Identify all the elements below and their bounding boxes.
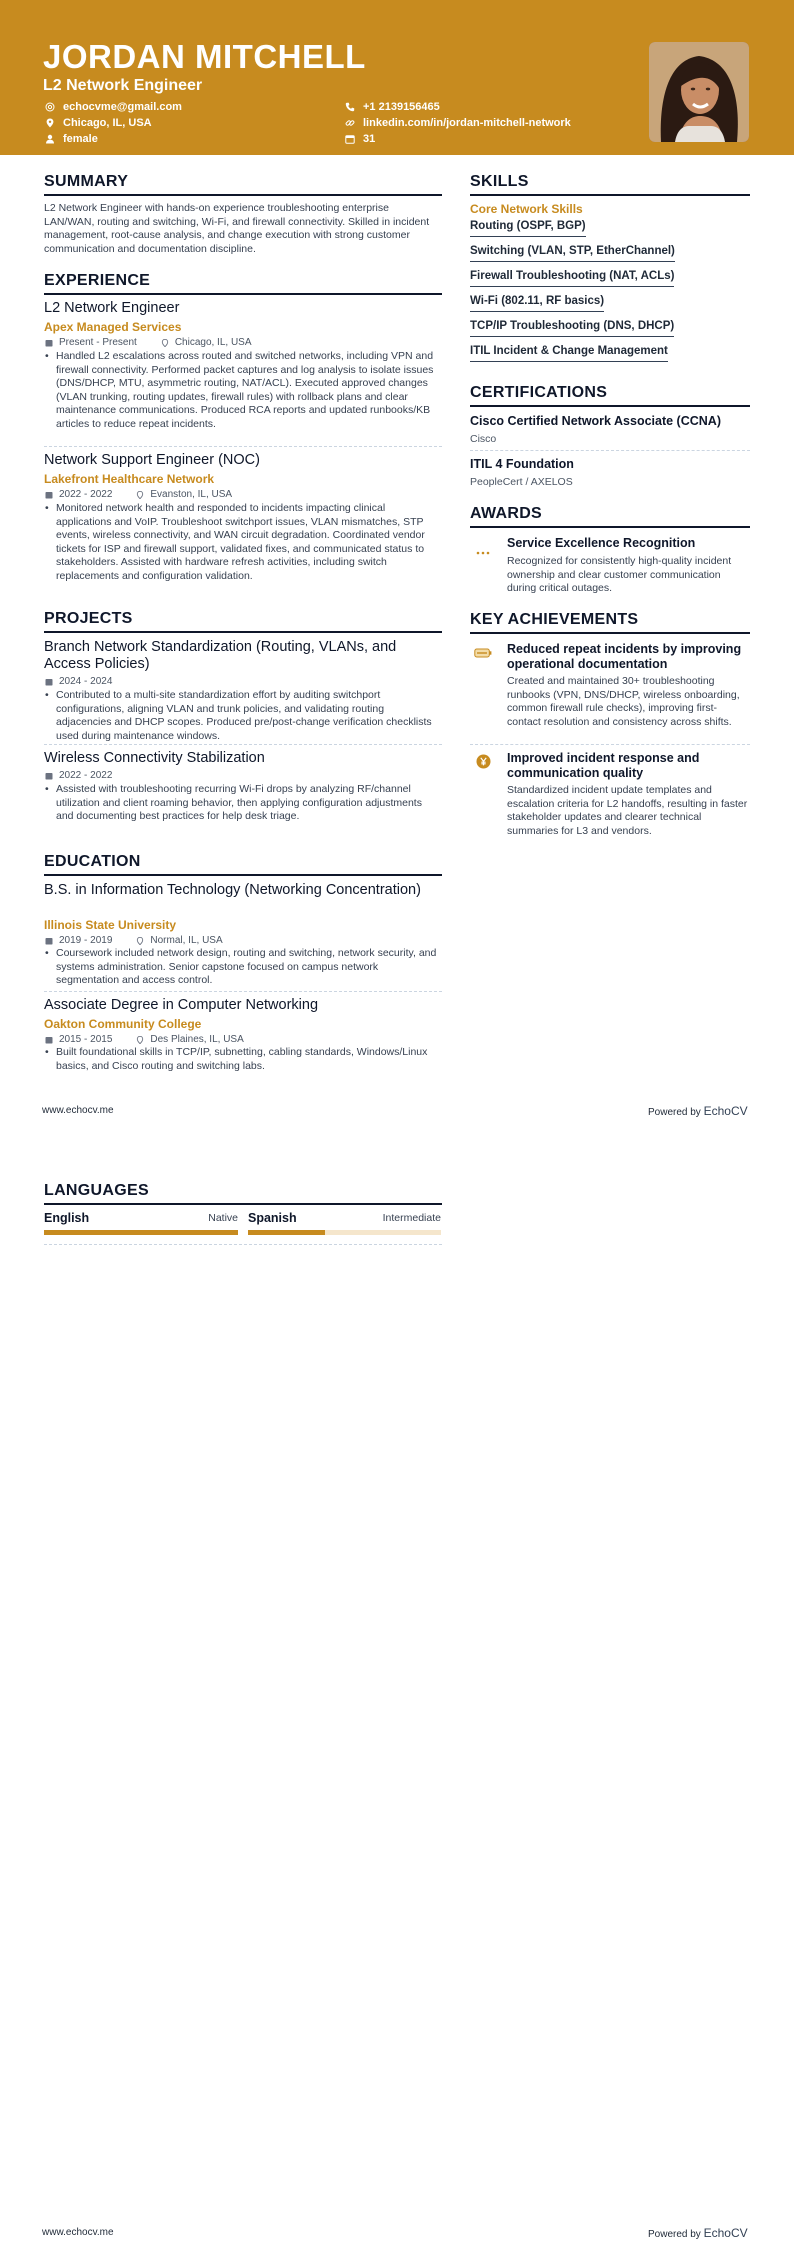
project-date: 2024 - 2024	[59, 676, 113, 687]
map-pin-icon	[136, 1036, 144, 1044]
divider	[470, 744, 750, 745]
divider	[44, 446, 442, 447]
projects-heading: PROJECTS	[44, 610, 442, 633]
achievements-heading: KEY ACHIEVEMENTS	[470, 611, 750, 634]
experience-org: Lakefront Healthcare Network	[44, 472, 215, 486]
contact-gender	[45, 133, 98, 145]
project-bullet: • Assisted with troubleshooting recurring Wi-Fi drops by analyzing RF/channel utilization and client roaming behavior, then applying configuration adjustments and documenting best practices for help desk triage.	[44, 783, 442, 824]
brand-text: EchoCV	[703, 2226, 748, 2240]
powered-text: Powered by	[648, 1107, 701, 1118]
ellipsis-icon	[476, 542, 490, 546]
language-bar-fill	[44, 1230, 238, 1235]
footer-website-text: www.echocv.me	[42, 2227, 114, 2238]
award-title: Service Excellence Recognition	[507, 536, 696, 550]
contact-email[interactable]	[45, 101, 182, 113]
education-org: Oakton Community College	[44, 1017, 202, 1031]
divider	[470, 450, 750, 451]
divider	[44, 991, 442, 992]
experience-title: Network Support Engineer (NOC)	[44, 452, 260, 468]
calendar-icon	[345, 134, 355, 144]
skill-item: Switching (VLAN, STP, EtherChannel)	[470, 245, 675, 262]
cert-name: ITIL 4 Foundation	[470, 457, 574, 471]
experience-heading: EXPERIENCE	[44, 272, 442, 295]
experience-date: 2022 - 2022	[59, 489, 113, 500]
footer-website-text: www.echocv.me	[42, 1105, 114, 1116]
achievement-title: Reduced repeat incidents by improving operational documentation	[507, 642, 742, 671]
calendar-icon	[45, 339, 53, 347]
gender-text: female	[63, 133, 98, 145]
education-meta	[45, 1034, 244, 1045]
certifications-heading: CERTIFICATIONS	[470, 384, 750, 407]
calendar-icon	[45, 491, 53, 499]
yen-coin-icon	[476, 754, 491, 769]
experience-bullet: • Handled L2 escalations across routed and switched networks, including VPN and firewall connectivity. Performed packet captures and log analysis to isolate issues (DNS/DHCP, MTU, asymmetric routing, NAT/ACL). Executed approved changes (VLAN trunking, routing updates, firewall rules) with rollback plans and clear maintenance communications. Produced RCA reports and updated runbooks/KB articles to reduce repeat incidents.	[44, 350, 442, 431]
skill-item: Firewall Troubleshooting (NAT, ACLs)	[470, 270, 674, 287]
calendar-icon	[45, 678, 53, 686]
skill-item: ITIL Incident & Change Management	[470, 345, 668, 362]
experience-location: Evanston, IL, USA	[150, 489, 233, 500]
summary-heading: SUMMARY	[44, 173, 442, 196]
divider	[44, 1244, 442, 1245]
education-meta	[45, 935, 223, 946]
achievement-title: Improved incident response and communication quality	[507, 751, 700, 780]
language-bar-fill	[248, 1230, 325, 1235]
battery-icon	[474, 646, 492, 658]
map-pin-icon	[161, 339, 169, 347]
project-title: Branch Network Standardization (Routing, VLANs, and Access Policies)	[44, 639, 397, 672]
education-location: Normal, IL, USA	[150, 935, 223, 946]
education-date: 2019 - 2019	[59, 935, 113, 946]
link-icon	[345, 118, 355, 128]
skills-group-label: Core Network Skills	[470, 202, 583, 216]
contact-linkedin[interactable]	[345, 117, 571, 129]
candidate-name: JORDAN MITCHELL	[43, 38, 366, 75]
experience-bullet: • Monitored network health and responded to incidents impacting clinical applications and VoIP. Troubleshoot switchport issues, VLAN mismatches, STP events, wireless connectivity, and WAN circuit degradation. Coordinated vendor tickets for ISP and firewall support, validated fixes, and communicated status to stakeholders. Assisted with hardware refresh activities, including switch replacements and configuration validation.	[44, 502, 442, 583]
phone-text: +1 2139156465	[363, 101, 440, 113]
skill-item: TCP/IP Troubleshooting (DNS, DHCP)	[470, 320, 674, 337]
project-title: Wireless Connectivity Stabilization	[44, 750, 265, 766]
award-text: Recognized for consistently high-quality incident ownership and clear customer communication during critical outages.	[507, 555, 732, 594]
project-bullet: • Contributed to a multi-site standardization effort by auditing switchport configurations, aligning VLAN and trunk policies, and validating routing adjacencies and DHCP scopes. Produced pre/post-change verification checklists used during maintenance windows.	[44, 689, 442, 743]
education-date: 2015 - 2015	[59, 1034, 113, 1045]
map-pin-icon	[136, 937, 144, 945]
profile-photo	[649, 42, 749, 142]
resume-header	[0, 0, 794, 155]
education-title: Associate Degree in Computer Networking	[44, 997, 319, 1013]
education-heading: EDUCATION	[44, 853, 442, 876]
location-text: Chicago, IL, USA	[63, 117, 152, 129]
education-bullet: • Built foundational skills in TCP/IP, subnetting, cabling standards, Windows/Linux basics, and Cisco routing and switching labs.	[44, 1046, 442, 1073]
experience-title: L2 Network Engineer	[44, 300, 180, 316]
language-name: Spanish	[248, 1211, 297, 1225]
achievement-text: Created and maintained 30+ troubleshooting runbooks (VPN, DNS/DHCP, wireless onboarding, common firewall rule checks), improving first-contact resolution and consistency across shifts.	[507, 675, 740, 728]
linkedin-text: linkedin.com/in/jordan-mitchell-network	[363, 117, 571, 129]
language-bar	[44, 1230, 238, 1235]
skill-item: Wi-Fi (802.11, RF basics)	[470, 295, 604, 312]
email-text: echocvme@gmail.com	[63, 101, 182, 113]
map-pin-icon	[136, 491, 144, 499]
awards-heading: AWARDS	[470, 505, 750, 528]
cert-org: PeopleCert / AXELOS	[470, 476, 573, 488]
education-org: Illinois State University	[44, 918, 177, 932]
footer-powered	[648, 2226, 748, 2240]
calendar-icon	[45, 772, 53, 780]
cert-org: Cisco	[470, 433, 497, 445]
contact-location	[45, 117, 152, 129]
cert-name: Cisco Certified Network Associate (CCNA)	[470, 414, 721, 428]
brand-text: EchoCV	[703, 1104, 748, 1118]
at-icon	[45, 102, 55, 112]
language-name: English	[44, 1211, 90, 1225]
experience-meta	[45, 489, 232, 500]
contact-age	[345, 133, 375, 145]
education-title: B.S. in Information Technology (Networking Concentration)	[44, 882, 421, 898]
project-date: 2022 - 2022	[59, 770, 113, 781]
education-location: Des Plaines, IL, USA	[150, 1034, 244, 1045]
footer-website[interactable]	[42, 1105, 114, 1116]
powered-text: Powered by	[648, 2229, 701, 2240]
divider	[44, 744, 442, 745]
calendar-icon	[45, 1036, 53, 1044]
experience-date: Present - Present	[59, 337, 137, 348]
skill-item: Routing (OSPF, BGP)	[470, 220, 586, 237]
age-text: 31	[363, 133, 376, 145]
language-level: Native	[208, 1212, 238, 1224]
project-meta	[45, 676, 112, 687]
language-bar	[248, 1230, 441, 1235]
skills-heading: SKILLS	[470, 173, 750, 196]
map-pin-icon	[45, 118, 55, 128]
experience-location: Chicago, IL, USA	[174, 337, 252, 348]
experience-meta	[45, 337, 252, 348]
achievement-text: Standardized incident update templates and escalation criteria for L2 handoffs, resulting in faster stakeholder updates and clearer technical summaries for L3 and vendors.	[507, 784, 748, 837]
project-meta	[45, 770, 112, 781]
phone-icon	[345, 102, 355, 112]
contact-phone[interactable]	[345, 101, 440, 113]
education-bullet: • Coursework included network design, routing and switching, network security, and systems administration. Senior capstone focused on campus network segmentation and access control.	[44, 947, 442, 988]
user-icon	[45, 134, 55, 144]
candidate-role: L2 Network Engineer	[43, 77, 203, 94]
experience-org: Apex Managed Services	[44, 320, 182, 334]
languages-heading: LANGUAGES	[44, 1182, 442, 1205]
summary-text: L2 Network Engineer with hands-on experience troubleshooting enterprise LAN/WAN, routing and switching, Wi-Fi, and firewall connectivity. Skilled in incident management, root-cause analysis, and change execution with strong customer communication and documentation discipline.	[44, 202, 430, 255]
footer-powered	[648, 1104, 748, 1118]
language-level: Intermediate	[382, 1212, 441, 1224]
calendar-icon	[45, 937, 53, 945]
footer-website[interactable]	[42, 2227, 114, 2238]
